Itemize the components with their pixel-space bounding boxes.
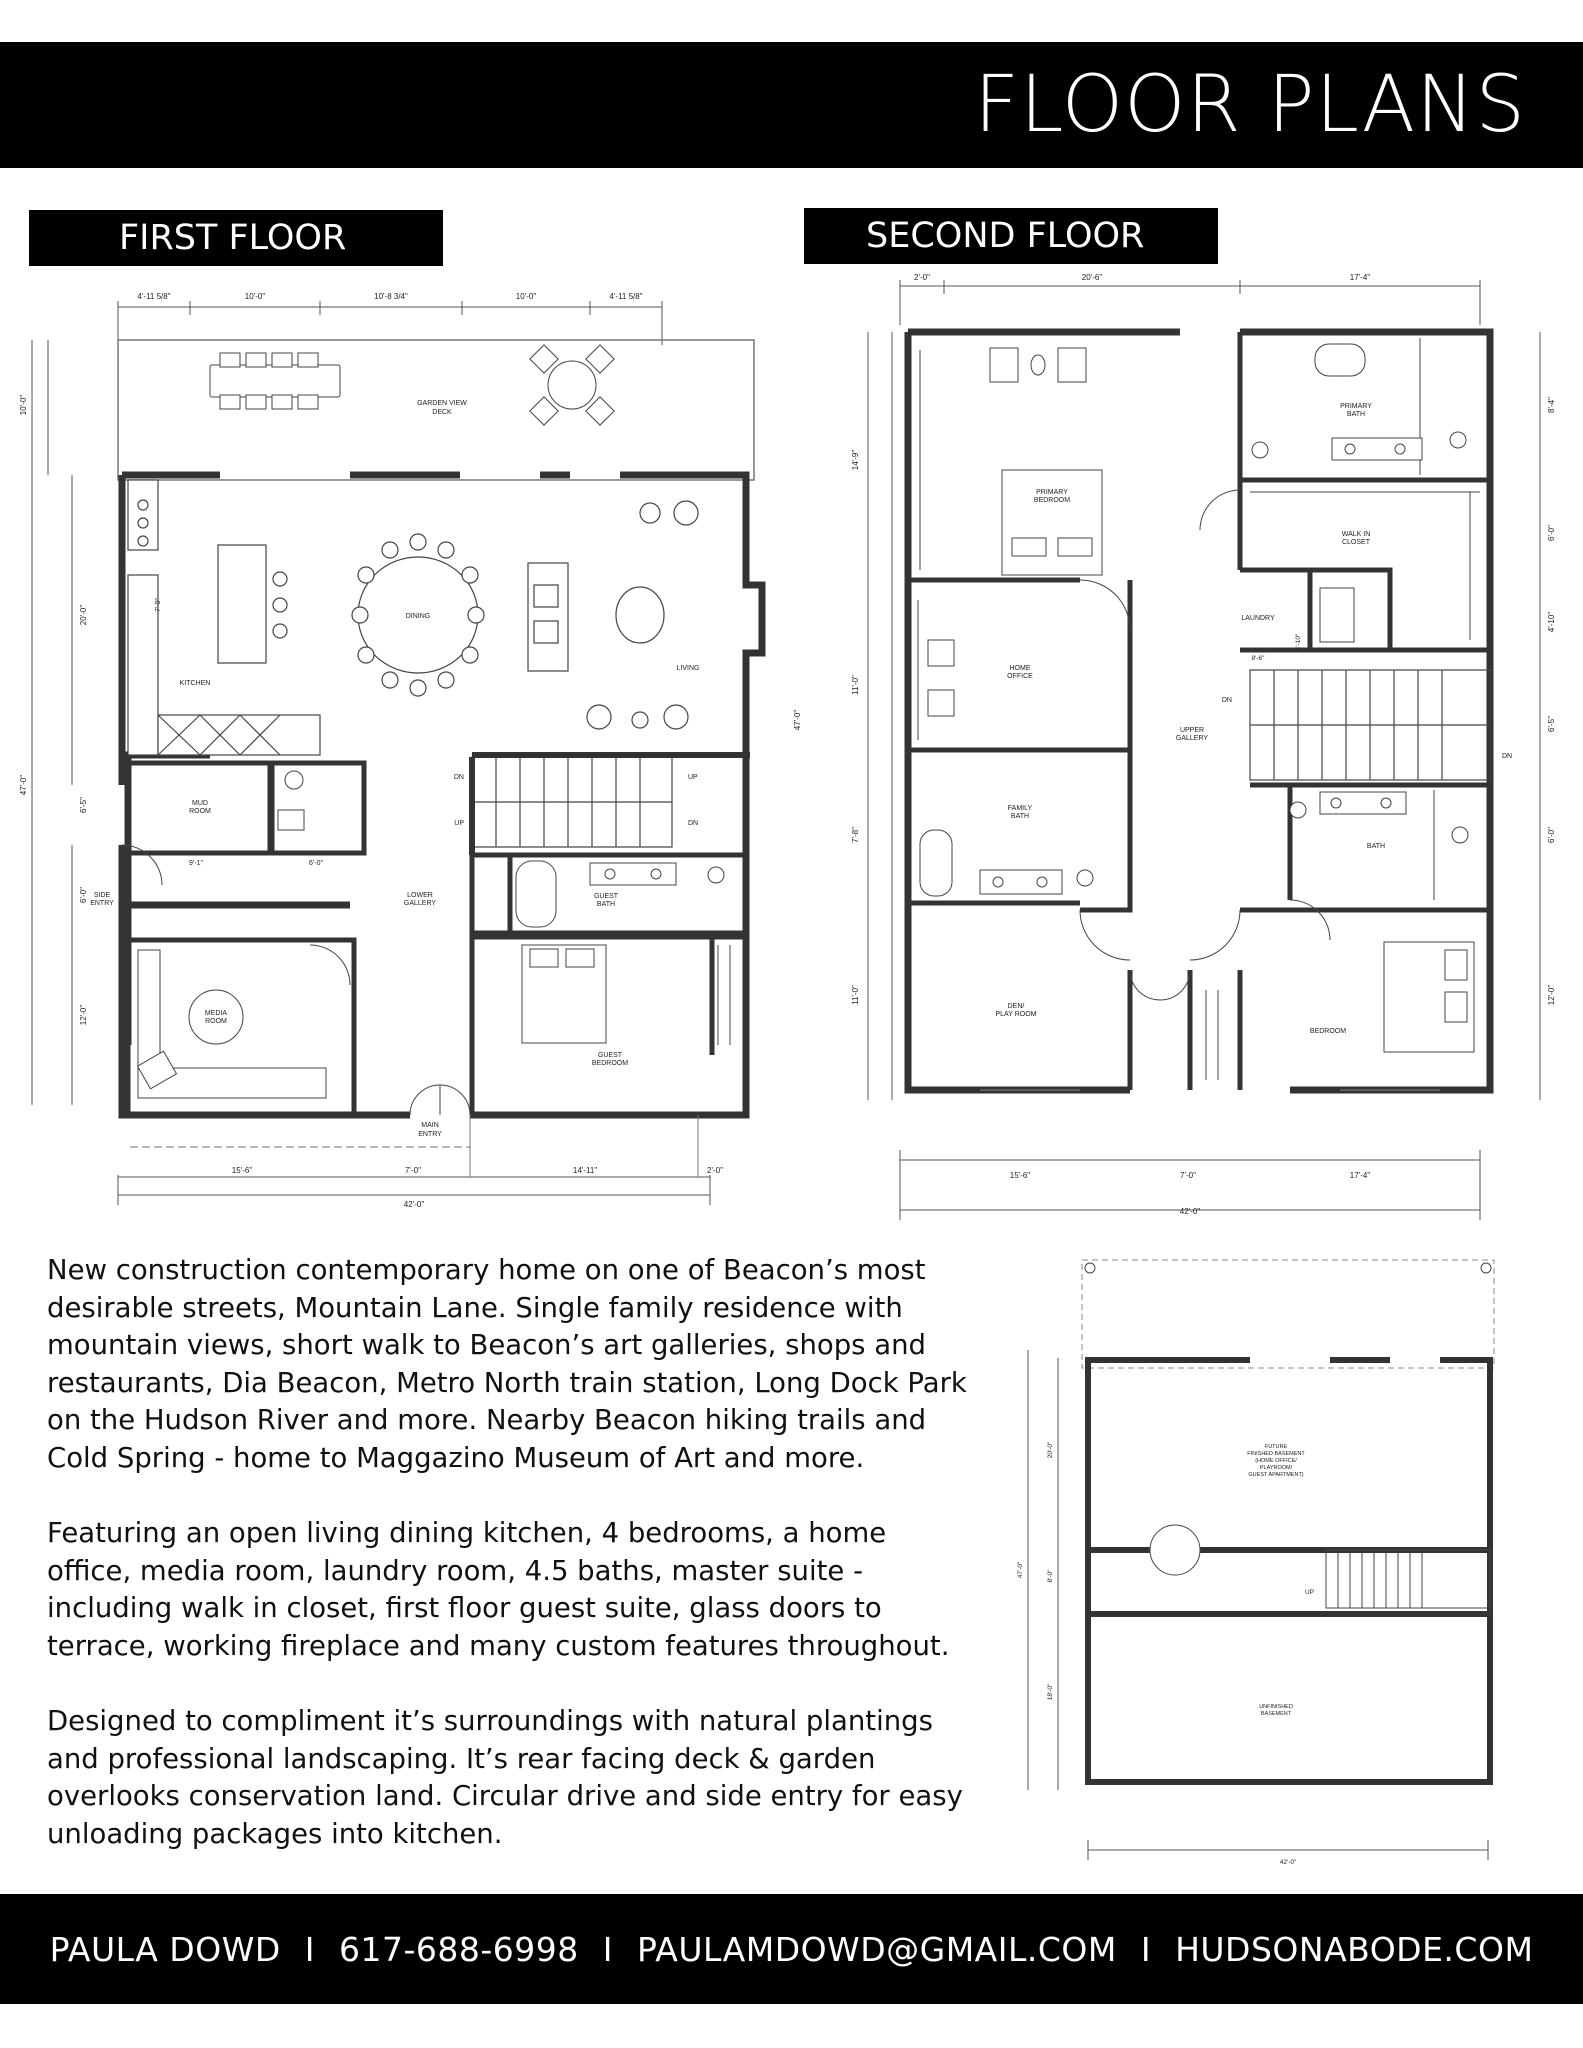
basement-plan	[1000, 1250, 1540, 1870]
ff-main-entry-2: ENTRY	[418, 1131, 442, 1138]
bs-future-3: (HOME OFFICE/	[1255, 1458, 1297, 1464]
ff-guest-bath-1: GUEST	[593, 893, 619, 900]
ff-inner-dim-2: 9'-1"	[189, 860, 203, 867]
ff-main-entry-1: MAIN	[421, 1122, 439, 1129]
sf-left-dim-3: 47'-0"	[793, 709, 802, 731]
page-title: FLOOR PLANS	[974, 60, 1526, 150]
footer-separator: I	[602, 1929, 613, 1969]
ff-deck-label-2: DECK	[432, 409, 452, 416]
ff-left-dim-2: 20'-0"	[79, 604, 88, 626]
sf-upper-gallery-2: GALLERY	[1175, 735, 1209, 742]
ff-left-dim-1: 10'-0"	[19, 394, 28, 416]
ff-guest-bath-2: BATH	[596, 901, 616, 908]
ff-guest-bed-2: BEDROOM	[591, 1060, 629, 1067]
sf-family-bath-1: FAMILY	[1007, 805, 1033, 812]
bs-unfinished-1: UNFINISHED	[1259, 1704, 1293, 1710]
sf-right-dim-6: 12'-0"	[1547, 984, 1556, 1006]
ff-bottom-dim-2: 7'-0"	[405, 1166, 421, 1175]
sf-office-2: OFFICE	[1007, 673, 1033, 680]
ff-top-dim-5: 4'-11 5/8"	[609, 292, 643, 301]
ff-inner-dim-1: 7'-0"	[155, 598, 162, 612]
sf-right-dim-4: 6'-5"	[1547, 716, 1556, 732]
ff-guest-bed-1: GUEST	[597, 1052, 623, 1059]
sf-walkin-2: CLOSET	[1341, 539, 1371, 546]
second-floor-label: SECOND FLOOR	[866, 216, 1145, 256]
sf-right-dim-2: 6'-0"	[1547, 525, 1556, 541]
footer-separator: I	[304, 1929, 315, 1969]
ff-mud-label-2: ROOM	[189, 808, 211, 815]
ff-top-dim-2: 10'-0"	[244, 292, 266, 301]
sf-inner-dim-2: 4'-10"	[1295, 633, 1302, 651]
ff-side-entry-2: ENTRY	[90, 900, 114, 907]
sf-den-1: DEN/	[1007, 1003, 1025, 1010]
ff-bottom-dim-3: 14'-11"	[572, 1166, 598, 1175]
ff-media-1: MEDIA	[204, 1010, 228, 1017]
ff-inner-dim-3: 6'-0"	[309, 860, 323, 867]
agent-email[interactable]: PAULAMDOWD@GMAIL.COM	[636, 1929, 1117, 1969]
sf-left-dim-4: 7'-8"	[851, 827, 860, 843]
ff-top-dim-1: 4'-11 5/8"	[137, 292, 171, 301]
ff-top-dim-4: 10'-0"	[515, 292, 537, 301]
header-bar	[0, 42, 1583, 168]
ff-left-dim-4: 6'-5"	[79, 797, 88, 813]
agent-website[interactable]: HUDSONABODE.COM	[1175, 1929, 1534, 1969]
ff-left-dim-3: 47'-0"	[19, 774, 28, 796]
ff-stair-dn-left: DN	[453, 774, 464, 781]
sf-inner-dim-1: 8'-6"	[1251, 655, 1265, 662]
bs-future-4: PLAYROOM/	[1259, 1465, 1293, 1471]
sf-bottom-dim-2: 7'-0"	[1180, 1171, 1196, 1180]
bs-future-1: FUTURE	[1264, 1444, 1288, 1450]
sf-primary-bath-1: PRIMARY	[1340, 403, 1372, 410]
ff-bottom-dim-1: 15'-6"	[231, 1166, 253, 1175]
ff-mud-label-1: MUD	[192, 800, 208, 807]
second-floor-drawing	[780, 270, 1570, 1220]
sf-top-dim-2: 20'-6"	[1081, 273, 1103, 282]
bs-left-dim-4: 18'-0"	[1047, 1683, 1054, 1701]
first-floor-label: FIRST FLOOR	[119, 218, 347, 258]
sf-left-dim-2: 11'-0"	[851, 675, 860, 695]
sf-primary-bed-2: BEDROOM	[1033, 497, 1071, 504]
sf-walkin-1: WALK IN	[1341, 531, 1371, 538]
ff-stair-dn-right: DN	[688, 820, 699, 827]
agent-phone[interactable]: 617-688-6998	[338, 1929, 579, 1969]
first-floor-drawing	[10, 285, 770, 1215]
description	[47, 1252, 967, 1891]
ff-stair-up-right: UP	[688, 774, 698, 781]
first-floor-plan	[10, 285, 770, 1215]
sf-right-dim-1: 8'-4"	[1547, 397, 1556, 413]
sf-bottom-dim-3: 17'-4"	[1349, 1171, 1371, 1180]
sf-laundry-label: LAUNDRY	[1241, 615, 1275, 622]
first-floor-label-box	[29, 210, 443, 266]
description-paragraph-2: Featuring an open living dining kitchen, 4 bedrooms, a home office, media room, laundry room, 4.5 baths, master suite - including walk in closet, first floor guest suite, glass doors to terrace, working fireplace and many custom features throughout.	[47, 1517, 950, 1662]
sf-top-dim-1: 2'-0"	[914, 273, 930, 282]
ff-living-label: LIVING	[676, 665, 700, 672]
sf-bath-label: BATH	[1366, 843, 1386, 850]
bs-future-2: FINISHED BASEMENT	[1247, 1451, 1305, 1457]
bs-unfinished-2: BASEMENT	[1260, 1711, 1292, 1717]
sf-top-dim-3: 17'-4"	[1349, 273, 1371, 282]
ff-lower-gallery-1: LOWER	[407, 892, 433, 899]
ff-bottom-dim-4: 2'-0"	[707, 1166, 723, 1175]
ff-deck-label-1: GARDEN VIEW	[417, 400, 467, 407]
second-floor-label-box	[804, 208, 1218, 264]
ff-lower-gallery-2: GALLERY	[403, 900, 437, 907]
bs-stair-up: UP	[1304, 1589, 1314, 1596]
agent-name: PAULA DOWD	[49, 1929, 281, 1969]
contact-footer	[0, 1894, 1583, 2004]
sf-stair-dn-right: DN	[1502, 753, 1513, 760]
ff-left-dim-5: 6'-0"	[79, 887, 88, 903]
ff-left-dim-6: 12'-0"	[79, 1004, 88, 1026]
sf-right-dim-5: 6'-0"	[1547, 827, 1556, 843]
sf-family-bath-2: BATH	[1010, 813, 1030, 820]
description-paragraph-3: Designed to compliment it’s surroundings with natural plantings and professional landscaping. It’s rear facing deck & garden overlooks conservation land. Circular drive and side entry for easy unloading packages into kitchen.	[47, 1705, 963, 1850]
sf-stair-dn-left: DN	[1221, 697, 1232, 704]
bs-left-dim-1: 20'-0"	[1047, 1441, 1054, 1459]
ff-media-2: ROOM	[205, 1018, 227, 1025]
sf-left-dim-5: 11'-0"	[851, 985, 860, 1005]
bs-future-5: GUEST APARTMENT)	[1248, 1472, 1304, 1478]
bs-total-width: 42'-0"	[1279, 1859, 1297, 1866]
description-paragraph-1: New construction contemporary home on one of Beacon’s most desirable streets, Mountain Lane. Single family residence with mountain views, short walk to Beacon’s art galleries, shops and restaurants, Dia Beacon, Metro North train station, Long Dock Park on the Hudson River and more. Nearby Beacon hiking trails and Cold Spring - home to Maggazino Museum of Art and more.	[47, 1254, 967, 1474]
sf-den-2: PLAY ROOM	[995, 1011, 1037, 1018]
sf-bedroom-label: BEDROOM	[1309, 1028, 1347, 1035]
ff-kitchen-label: KITCHEN	[179, 680, 211, 687]
ff-dining-label: DINING	[405, 613, 431, 620]
sf-office-1: HOME	[1009, 665, 1031, 672]
second-floor-plan	[780, 270, 1570, 1220]
sf-primary-bath-2: BATH	[1346, 411, 1366, 418]
ff-stair-up-left: UP	[454, 820, 464, 827]
sf-right-dim-3: 4'-10"	[1547, 611, 1556, 633]
footer-separator: I	[1140, 1929, 1152, 1969]
basement-drawing	[1000, 1250, 1540, 1870]
ff-top-dim-3: 10'-8 3/4"	[374, 292, 408, 301]
bs-left-dim-2: 47'-0"	[1017, 1561, 1024, 1579]
ff-side-entry-1: SIDE	[93, 892, 111, 899]
ff-total-width: 42'-0"	[403, 1200, 425, 1209]
sf-bottom-dim-1: 15'-6"	[1009, 1171, 1031, 1180]
sf-primary-bed-1: PRIMARY	[1036, 489, 1068, 496]
sf-upper-gallery-1: UPPER	[1179, 727, 1205, 734]
sf-left-dim-1: 14'-9"	[851, 449, 860, 471]
bs-left-dim-3: 8'-0"	[1047, 1569, 1054, 1583]
sf-total-width: 42'-0"	[1179, 1207, 1201, 1216]
